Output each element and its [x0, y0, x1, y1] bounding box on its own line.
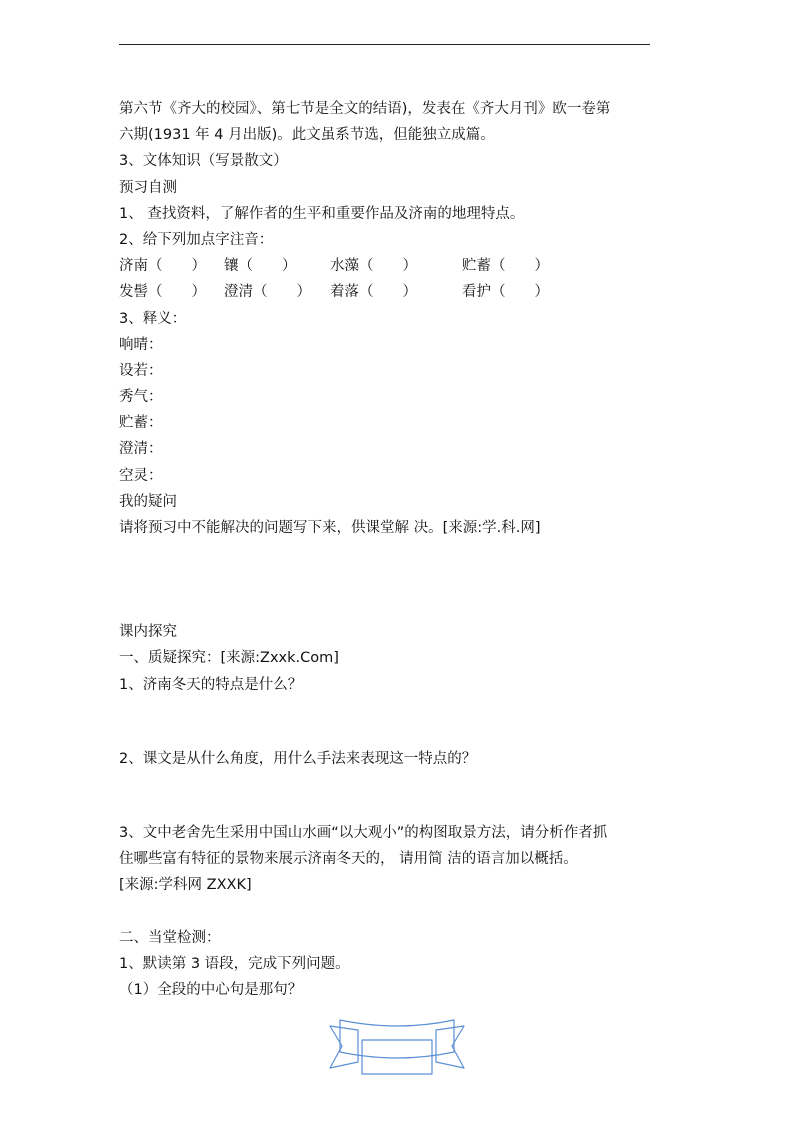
section-heading-preview: 预习自测	[119, 179, 177, 196]
questions-heading: 我的疑问	[119, 493, 177, 510]
check-question-1: 1、默读第 3 语段，完成下列问题。	[119, 955, 350, 972]
check-heading: 二、当堂检测：	[119, 929, 221, 946]
questions-text: 请将预习中不能解决的问题写下来，供课堂解 决。[来源:学.科.网]	[119, 520, 541, 536]
define-item: 澄清：	[119, 441, 163, 458]
pinyin-item: 发髻（ ）	[119, 284, 206, 301]
check-question-1-1: （1）全段的中心句是那句？	[119, 981, 303, 998]
document-body	[119, 96, 679, 1003]
question-3: 3、文中老舍先生采用中国山水画“以大观小”的构图取景方法，请分析作者抓	[119, 824, 608, 841]
question-2: 2、课文是从什么角度，用什么手法来表现这一特点的？	[119, 750, 477, 767]
pinyin-item: 济南（ ）	[119, 258, 206, 275]
pinyin-item: 澄清（ ）	[224, 284, 311, 301]
blank-space	[119, 899, 679, 925]
paragraph-line: 第六节《齐大的校园》、第七节是全文的结语)，发表在《齐大月刊》欧一卷第	[119, 101, 611, 117]
pinyin-item: 水藻（ ）	[330, 258, 417, 275]
pinyin-item: 镶（ ）	[224, 258, 297, 275]
paragraph-line: 六期(1931 年 4 月出版)。此文虽系节选，但能独立成篇。	[119, 127, 495, 144]
question-1: 1、济南冬天的特点是什么？	[119, 676, 303, 693]
task-research: 1、 查找资料，了解作者的生平和重要作品及济南的地理特点。	[119, 205, 525, 222]
explore-heading: 课内探究	[119, 624, 177, 641]
define-item: 秀气：	[119, 389, 163, 406]
pinyin-item: 贮蓄（ ）	[462, 258, 549, 275]
blank-space	[119, 541, 679, 619]
header-rule	[119, 44, 650, 45]
pinyin-item: 着落（ ）	[330, 284, 417, 301]
define-item: 响晴：	[119, 336, 163, 353]
source-note: [来源:学科网 ZXXK]	[119, 877, 252, 894]
answer-space	[119, 772, 679, 820]
question-3-cont: 住哪些富有特征的景物来展示济南冬天的， 请用简 洁的语言加以概括。	[119, 851, 578, 868]
define-item: 贮蓄：	[119, 415, 163, 432]
define-item: 空灵：	[119, 467, 163, 484]
define-item: 设若：	[119, 362, 163, 379]
explore-subheading: 一、质疑探究：[来源:Zxxk.Com]	[119, 650, 339, 667]
answer-space	[119, 698, 679, 746]
pinyin-row	[119, 253, 679, 279]
task-pinyin: 2、给下列加点字注音：	[119, 231, 274, 248]
pinyin-item: 看护（ ）	[462, 284, 549, 301]
define-heading: 3、释义：	[119, 310, 187, 327]
ribbon-banner-icon	[328, 1018, 466, 1076]
section-genre: 3、文体知识（写景散文）	[119, 153, 288, 170]
pinyin-row	[119, 279, 679, 305]
